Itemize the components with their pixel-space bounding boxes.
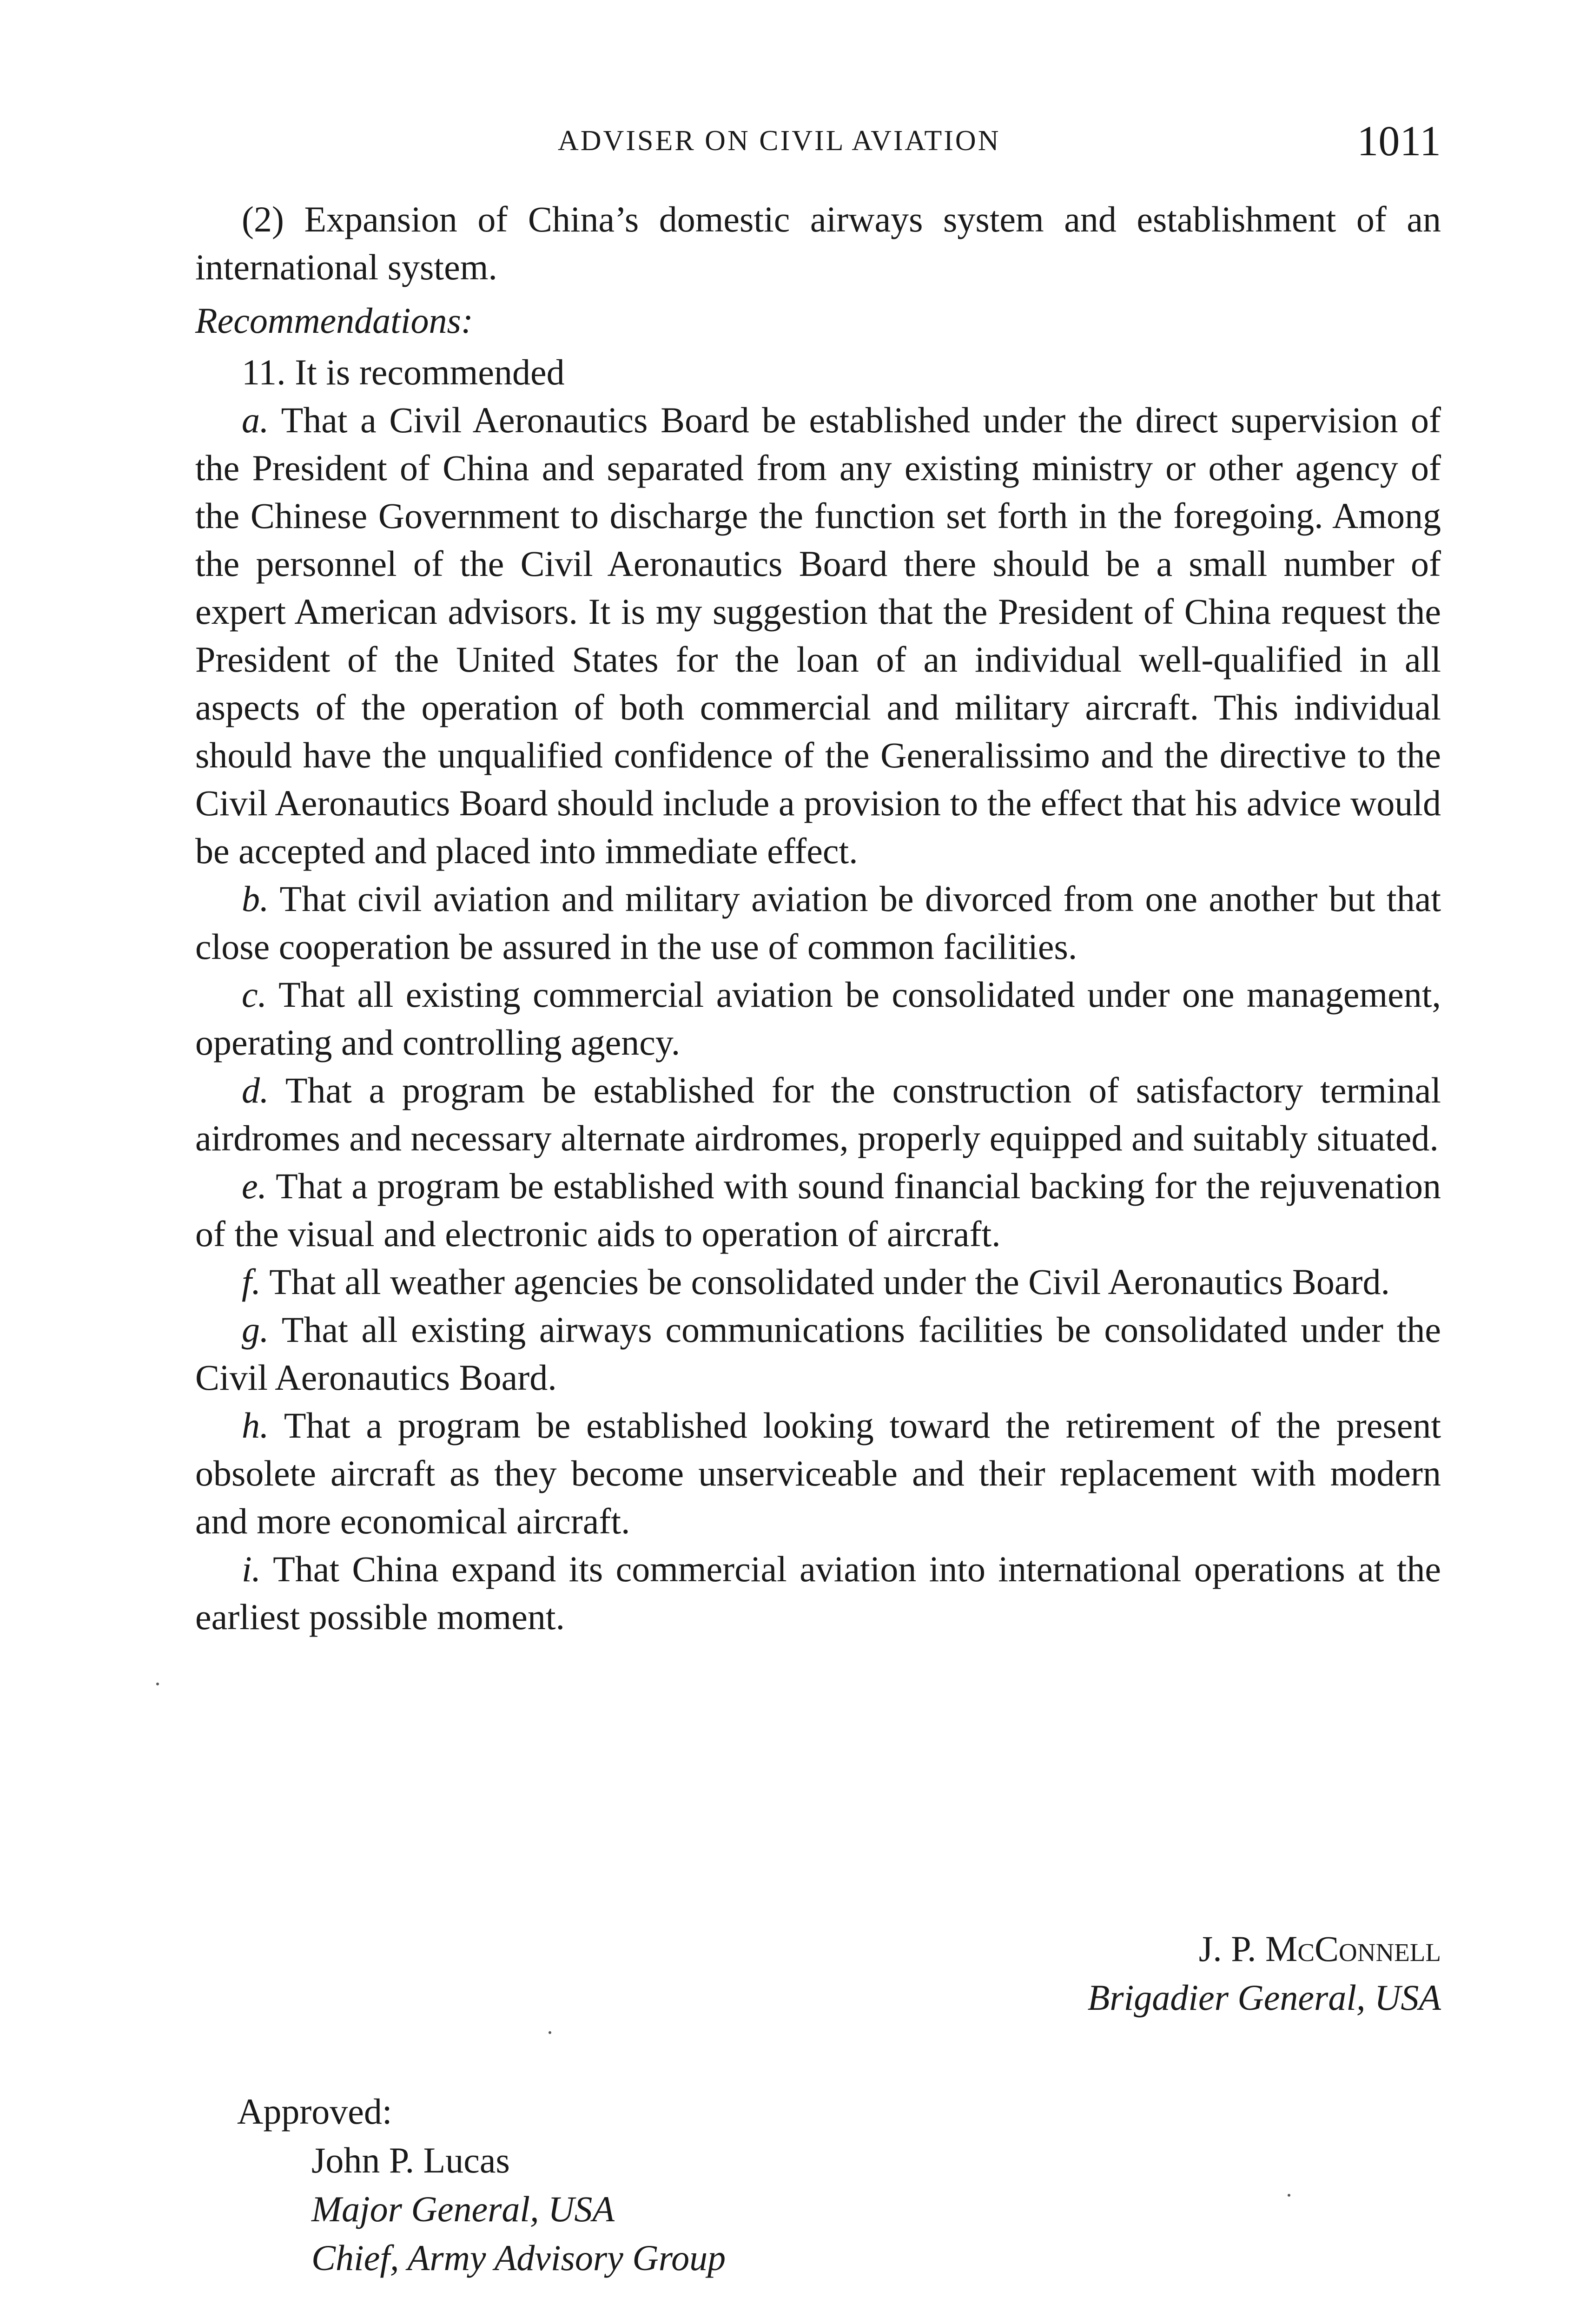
ink-speck — [156, 1683, 159, 1685]
approver-rank: Major General, USA — [311, 2189, 615, 2229]
item-text: That all existing commercial aviation be consolidated under one management, operating and controlling agency. — [195, 974, 1441, 1063]
approval-block — [237, 2087, 726, 2282]
item-text: That a program be established for the construction of satisfactory terminal airdromes and necessary alternate airdromes, properly equipped and suitably situated. — [195, 1070, 1441, 1158]
recommendation-e — [195, 1162, 1441, 1258]
item-letter: b. — [242, 878, 269, 919]
item-letter: e. — [242, 1166, 267, 1206]
item-text: That China expand its commercial aviation into international operations at the earliest possible moment. — [195, 1549, 1441, 1637]
recommendations-heading: Recommendations: — [195, 300, 473, 341]
paragraph-2: (2) Expansion of China’s domestic airways system and establishment of an international system. — [195, 199, 1441, 287]
signer-name: J. P. McConnell — [1198, 1928, 1441, 1969]
recommendation-d — [195, 1066, 1441, 1162]
item-text: That a program be established looking toward the retirement of the present obsolete aircraft as they become unserviceable and their replacement with modern and more economical aircraft. — [195, 1405, 1441, 1541]
item-letter: h. — [242, 1405, 269, 1446]
recommendation-a — [195, 396, 1441, 875]
recommendation-i — [195, 1545, 1441, 1641]
item-letter: f. — [242, 1261, 261, 1302]
item-letter: g. — [242, 1309, 269, 1350]
signature-block — [1088, 1924, 1441, 2022]
ink-speck — [1288, 2194, 1290, 2197]
recommendation-h — [195, 1401, 1441, 1545]
item-text: That civil aviation and military aviation be divorced from one another but that close cooperation be assured in the use of common facilities. — [195, 878, 1441, 967]
recommendation-b — [195, 875, 1441, 971]
item-letter: a. — [242, 400, 269, 440]
page-header — [195, 116, 1441, 167]
item-text: That a Civil Aeronautics Board be established under the direct supervision of the President of China and separated from any existing ministry or other agency of the Chinese Government to discharge the function set forth in the foregoing. Among the personnel of the Civil Aeronautics Board there should be a small number of expert American advisors. It is my suggestion that the President of China request the President of the United States for the loan of an individual well-qualified in all aspects of the operation of both commercial and military aircraft. This individual should have the unqualified confidence of the Generalissimo and the directive to the Civil Aeronautics Board should include a provision to the effect that his advice would be accepted and placed into immediate effect. — [195, 400, 1441, 871]
page-number: 1011 — [1357, 117, 1441, 165]
item-letter: d. — [242, 1070, 269, 1110]
recommendation-f — [195, 1258, 1441, 1306]
paragraph-11: 11. It is recommended — [242, 352, 565, 392]
ink-speck — [549, 2031, 551, 2034]
recommendation-c — [195, 971, 1441, 1066]
approver-name: John P. Lucas — [311, 2140, 510, 2180]
item-letter: i. — [242, 1549, 261, 1589]
approval-label: Approved: — [237, 2091, 392, 2132]
approver-position: Chief, Army Advisory Group — [311, 2238, 726, 2278]
signer-title: Brigadier General, USA — [1087, 1977, 1441, 2018]
item-text: That all weather agencies be consolidated under the Civil Aeronautics Board. — [261, 1261, 1390, 1302]
body-text — [195, 195, 1441, 1641]
running-head: ADVISER ON CIVIL AVIATION — [558, 125, 1001, 157]
item-letter: c. — [242, 974, 267, 1015]
item-text: That all existing airways communications facilities be consolidated under the Civil Aeronautics Board. — [195, 1309, 1441, 1398]
recommendation-g — [195, 1306, 1441, 1401]
item-text: That a program be established with sound financial backing for the rejuvenation of the visual and electronic aids to operation of aircraft. — [195, 1166, 1441, 1254]
